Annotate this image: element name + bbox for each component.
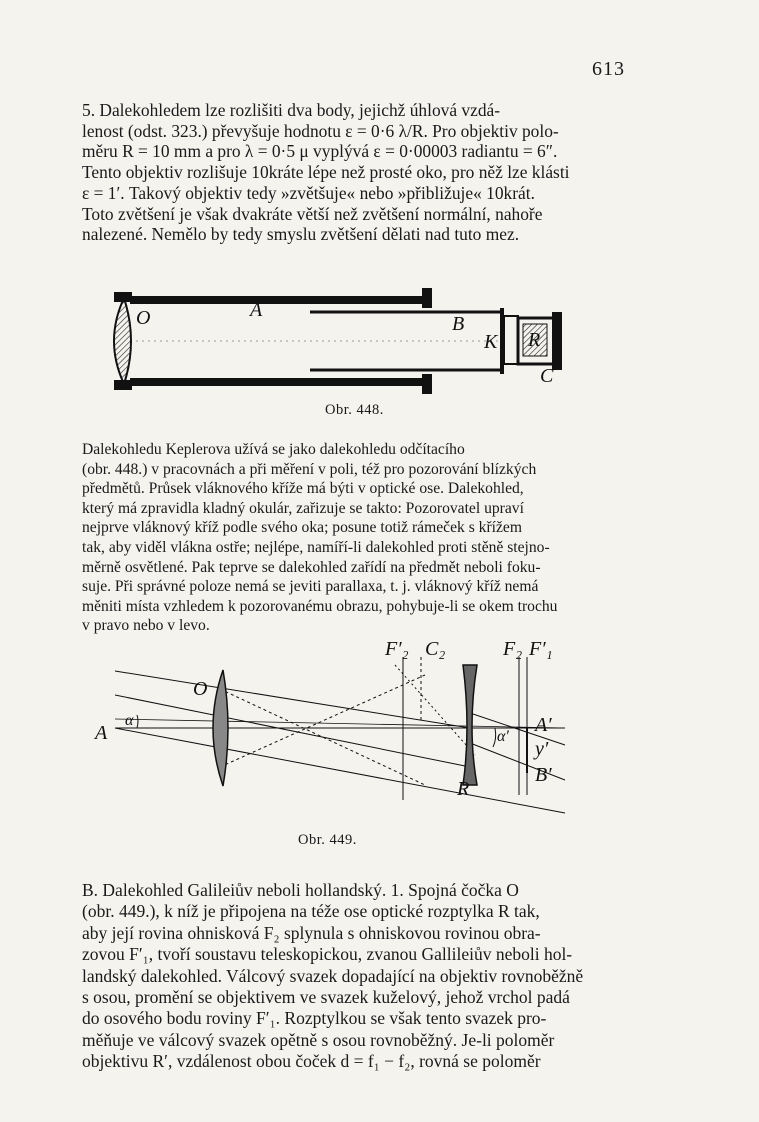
text-line: ε = 1′. Takový objektiv tedy »zvětšuje« nebo »přibližuje« 10krát. (82, 182, 535, 203)
tube-end-ring-top (422, 288, 432, 308)
label-c: C (540, 365, 554, 387)
label-alpha: α (125, 712, 134, 729)
angle-alpha-arc (137, 715, 138, 728)
eyepiece-cap-c (552, 312, 562, 370)
ray (115, 671, 470, 728)
paragraph-resolution (82, 100, 644, 245)
text-line: měniti místa vzhledem k pozorovanému obrazu, pohybuje-li se okem trochu (82, 597, 558, 615)
label-yp: y′ (535, 738, 549, 760)
label-a: A (250, 299, 263, 321)
text-line: Toto zvětšení je však dvakráte větší než zvětšení normální, nahoře (82, 203, 543, 224)
text-line: v pravo nebo v levo. (82, 617, 210, 635)
figure-449-caption: Obr. 449. (298, 832, 357, 848)
label-f2p: F′₂ (385, 638, 409, 660)
eyepiece-holder (504, 316, 518, 364)
label-r: R (457, 778, 470, 800)
paragraph-kepler-telescope (82, 440, 644, 636)
objective-lens (114, 298, 131, 384)
figure-449-galilean (95, 635, 575, 830)
label-ap: A′ (535, 714, 552, 736)
text-line: objektivu R′, vzdálenost obou čoček d = f₁ − f₂, rovná se poloměr (82, 1051, 541, 1072)
text-line: předmětů. Průsek vláknového kříže má býti v optické ose. Dalekohled, (82, 480, 524, 498)
dashed-ray (395, 665, 475, 755)
ray (115, 695, 470, 767)
text-line: zovou F′₁, tvoří soustavu teleskopickou, zvanou Gallileiův neboli hol- (82, 944, 573, 965)
text-line: (obr. 448.) v pracovnách a při měření v poli, též pro pozorování blízkých (82, 460, 537, 478)
text-line: do osového bodu roviny F′₁. Rozptylkou se však tento svazek pro- (82, 1008, 547, 1029)
label-bp: B′ (535, 764, 552, 786)
text-line: který má zpravidla kladný okulár, zařizuje se takto: Pozorovatel upraví (82, 499, 524, 517)
page-number: 613 (592, 58, 625, 80)
text-line: 5. Dalekohledem lze rozlišiti dva body, jejichž úhlová vzdá- (82, 100, 501, 120)
label-alphap: α′ (497, 728, 509, 745)
text-line: B. Dalekohled Galileiův neboli hollandský. 1. Spojná čočka O (82, 880, 519, 900)
text-line: suje. Při správné poloze nemá se jeviti parallaxa, t. j. vláknový kříž nemá (82, 578, 539, 596)
label-f2: F₂ (503, 638, 523, 660)
label-o: O (136, 307, 151, 329)
text-line: nalezené. Nemělo by tedy smyslu zvětšení dělati nad tuto mez. (82, 224, 520, 245)
text-line: tak, aby viděl vlákna ostře; nejlépe, namíří-li dalekohled proti stěně stejno- (82, 538, 550, 556)
label-c2: C₂ (425, 638, 446, 660)
lens-mount-bottom (114, 380, 132, 390)
label-r: R (528, 329, 541, 351)
text-line: měrně osvětlené. Pak teprve se dalekohled zařídí na předmět neboli foku- (82, 558, 541, 576)
main-tube-top-wall (130, 296, 430, 304)
text-line: měru R = 10 mm a pro λ = 0·5 μ vyplývá ε = 0·00003 radiantu = 6″. (82, 141, 558, 162)
label-a: A (95, 722, 108, 744)
main-tube-bottom-wall (130, 378, 430, 386)
angle-alphap-arc (493, 728, 496, 747)
text-line: s osou, promění se objektivem ve svazek kuželový, jehož vrchol padá (82, 987, 570, 1008)
text-line: lenost (odst. 323.) převyšuje hodnotu ε = 0·6 λ/R. Pro objektiv polo- (82, 120, 559, 141)
tube-end-ring-bottom (422, 374, 432, 394)
ray (115, 719, 565, 728)
label-f1p: F′₁ (529, 638, 553, 660)
label-b: B (452, 313, 465, 335)
text-line: Dalekohledu Keplerova užívá se jako dalekohledu odčítacího (82, 441, 465, 458)
text-line: nejprve vláknový kříž podle svého oka; posune totiž rámeček s křížem (82, 519, 522, 537)
lens-mount-top (114, 292, 132, 302)
text-line: měňuje ve válcový svazek opětně s osou rovnoběžný. Je-li poloměr (82, 1029, 555, 1050)
diverging-lens-r (463, 665, 477, 785)
label-k: K (484, 331, 498, 353)
text-line: aby její rovina ohnisková F₂ splynula s ohniskovou rovinou obra- (82, 922, 541, 943)
figure-448-caption: Obr. 448. (325, 402, 384, 418)
figure-448-telescope (100, 286, 570, 396)
text-line: landský dalekohled. Válcový svazek dopadající na objektiv rovnoběžně (82, 965, 584, 986)
label-o: O (193, 678, 208, 700)
text-line: Tento objektiv rozlišuje 10kráte lépe než prosté oko, pro něž lze klásti (82, 162, 570, 183)
text-line: (obr. 449.), k níž je připojena na téže ose optické rozptylka R tak, (82, 901, 540, 922)
paragraph-galilean-telescope (82, 880, 644, 1073)
